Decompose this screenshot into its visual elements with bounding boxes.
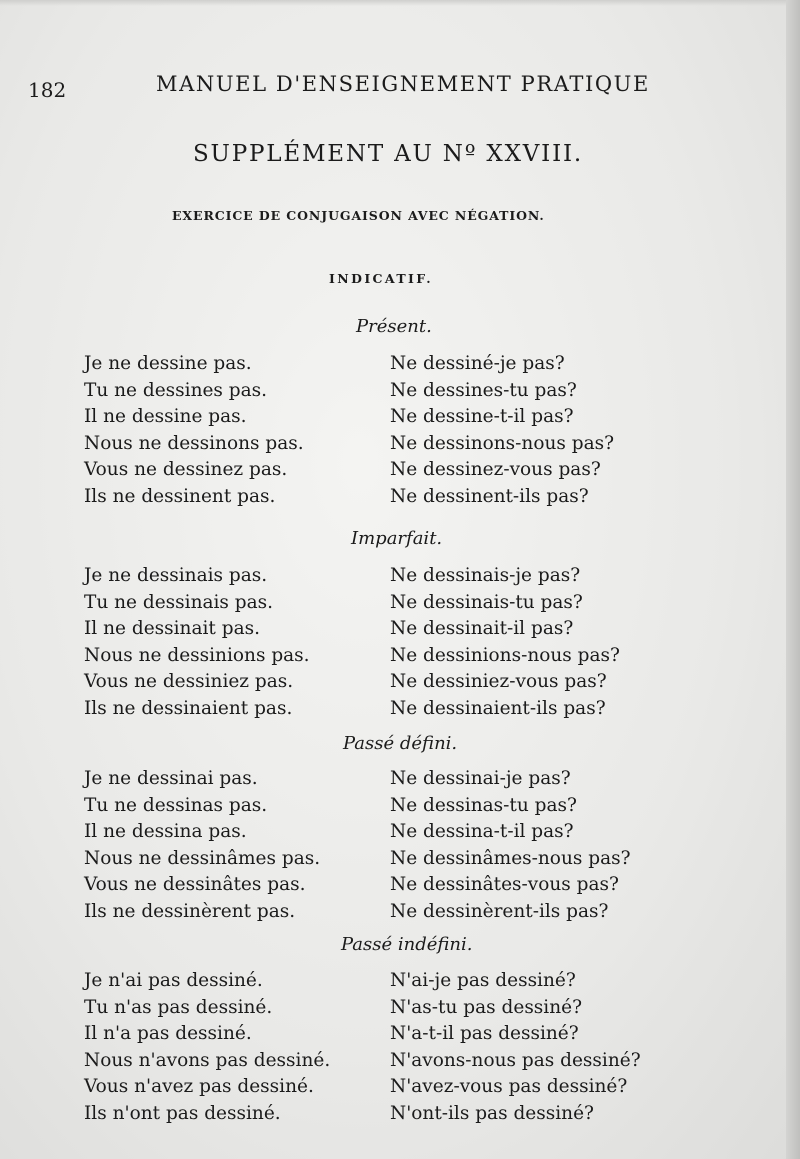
tense-heading-present: Présent. <box>356 316 432 337</box>
conjugation-line: Nous ne dessinions pas. <box>84 644 310 666</box>
conjugation-line: Vous ne dessiniez pas. <box>84 671 294 693</box>
conjugation-line: Je ne dessinais pas. <box>84 565 268 586</box>
conjugation-line: Ne dessinaient-ils pas? <box>390 697 606 719</box>
conjugation-line: Je ne dessine pas. <box>84 353 252 374</box>
conjugation-line: N'ont-ils pas dessiné? <box>390 1102 594 1124</box>
conjugation-line: Il n'a pas dessiné. <box>84 1023 252 1045</box>
conjugation-line: Vous ne dessinâtes pas. <box>84 874 306 896</box>
conjugation-line: Tu ne dessinas pas. <box>84 794 268 816</box>
conjugation-line: Ne dessinèrent-ils pas? <box>390 900 609 922</box>
page-number: 182 <box>28 78 67 102</box>
page-title: SUPPLÉMENT AU Nº XXVIII. <box>193 141 583 167</box>
conjugation-line: Nous ne dessinons pas. <box>84 432 304 454</box>
conjugation-line: Tu ne dessines pas. <box>84 379 268 401</box>
conjugation-line: N'avons-nous pas dessiné? <box>390 1049 641 1071</box>
conjugation-line: Nous n'avons pas dessiné. <box>84 1049 331 1071</box>
conjugation-line: N'ai-je pas dessiné? <box>390 970 576 991</box>
passe-defini-affirmative-forms <box>84 766 320 926</box>
conjugation-line: Ils ne dessinaient pas. <box>84 697 293 719</box>
conjugation-line: Ils n'ont pas dessiné. <box>84 1102 281 1124</box>
tense-heading-passe-defini: Passé défini. <box>343 733 458 754</box>
conjugation-line: Ne dessina-t-il pas? <box>390 821 574 843</box>
present-affirmative-forms <box>84 351 304 511</box>
exercise-subtitle: EXERCICE DE CONJUGAISON AVEC NÉGATION. <box>172 208 545 223</box>
conjugation-line: Je ne dessinai pas. <box>84 768 258 789</box>
conjugation-line: Ne dessinas-tu pas? <box>390 794 577 816</box>
imparfait-affirmative-forms <box>84 563 310 723</box>
conjugation-line: Ne dessinais-tu pas? <box>390 591 583 613</box>
conjugation-line: N'avez-vous pas dessiné? <box>390 1076 628 1098</box>
conjugation-line: Ils ne dessinent pas. <box>84 485 276 507</box>
running-title: MANUEL D'ENSEIGNEMENT PRATIQUE <box>156 72 650 96</box>
page-right-edge <box>786 0 800 1159</box>
conjugation-line: N'as-tu pas dessiné? <box>390 996 583 1018</box>
conjugation-line: Ne dessinâmes-nous pas? <box>390 847 631 869</box>
passe-indefini-affirmative-forms <box>84 968 330 1128</box>
conjugation-line: Ne dessinent-ils pas? <box>390 485 589 507</box>
conjugation-line: Tu n'as pas dessiné. <box>84 996 273 1018</box>
conjugation-line: Il ne dessine pas. <box>84 406 247 428</box>
present-interrogative-forms <box>390 351 614 511</box>
conjugation-line: N'a-t-il pas dessiné? <box>390 1023 579 1045</box>
conjugation-line: Je n'ai pas dessiné. <box>84 970 263 991</box>
tense-heading-passe-indefini: Passé indéfini. <box>341 934 473 955</box>
conjugation-line: Ne dessines-tu pas? <box>390 379 577 401</box>
conjugation-line: Ils ne dessinèrent pas. <box>84 900 296 922</box>
conjugation-line: Ne dessinait-il pas? <box>390 618 574 640</box>
mood-heading: INDICATIF. <box>329 271 434 286</box>
conjugation-line: Ne dessinai-je pas? <box>390 768 571 789</box>
conjugation-line: Ne dessinez-vous pas? <box>390 459 601 481</box>
conjugation-line: Ne dessiné-je pas? <box>390 353 565 374</box>
conjugation-line: Tu ne dessinais pas. <box>84 591 274 613</box>
conjugation-line: Nous ne dessinâmes pas. <box>84 847 321 869</box>
imparfait-interrogative-forms <box>390 563 620 723</box>
conjugation-line: Il ne dessina pas. <box>84 821 247 843</box>
conjugation-line: Ne dessinons-nous pas? <box>390 432 615 454</box>
conjugation-line: Ne dessinais-je pas? <box>390 565 581 586</box>
conjugation-line: Il ne dessinait pas. <box>84 618 260 640</box>
conjugation-line: Ne dessinions-nous pas? <box>390 644 620 666</box>
tense-heading-imparfait: Imparfait. <box>351 528 443 549</box>
conjugation-line: Ne dessiniez-vous pas? <box>390 671 607 693</box>
conjugation-line: Ne dessine-t-il pas? <box>390 406 574 428</box>
passe-defini-interrogative-forms <box>390 766 631 926</box>
conjugation-line: Vous ne dessinez pas. <box>84 459 288 481</box>
passe-indefini-interrogative-forms <box>390 968 641 1128</box>
conjugation-line: Ne dessinâtes-vous pas? <box>390 874 619 896</box>
conjugation-line: Vous n'avez pas dessiné. <box>84 1076 314 1098</box>
page-top-shadow <box>0 0 800 6</box>
